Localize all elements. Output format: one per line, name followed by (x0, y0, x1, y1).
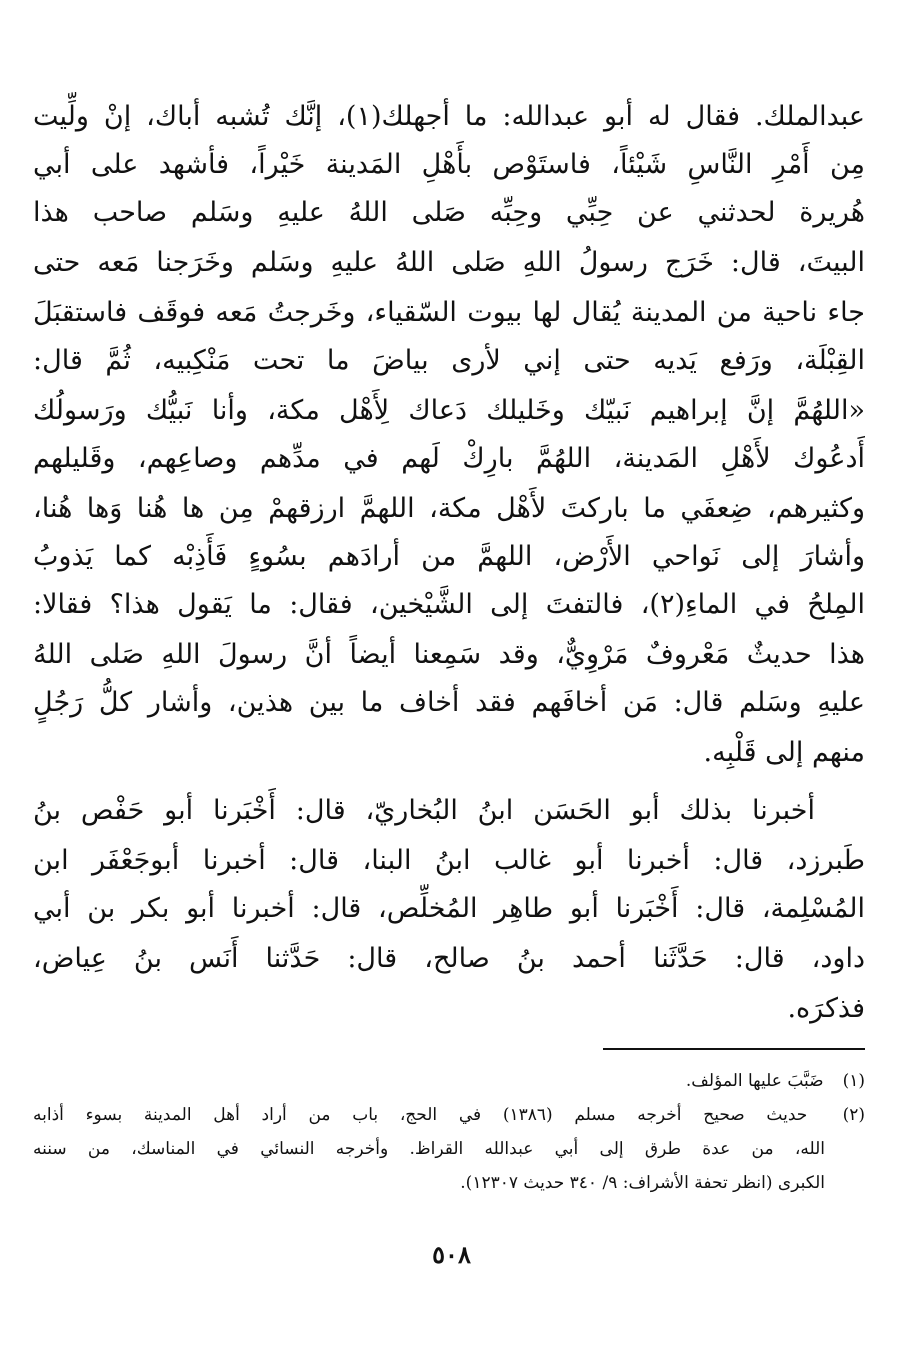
text-line: البيتَ، قال: خَرَج رسولُ اللهِ صَلى اللهُ عليهِ وسَلم وخَرَجنا مَعه حتى (33, 247, 865, 278)
page-number: ٥٠٨ (432, 1240, 471, 1269)
footnote-1 (33, 1066, 865, 1096)
text-line: مِن أَمْرِ النَّاسِ شَيْئاً، فاستَوْص بأَهْلِ المَدينة خَيْراً، فأشهد على أبي (33, 149, 865, 180)
text-line: جاء ناحية من المدينة يُقال لها بيوت السّقياء، وخَرجتُ مَعه فوقَف فاستقبَلَ (33, 297, 865, 328)
text-line: عليهِ وسَلم قال: مَن أخافَهم فقد أخاف ما بين هذين، وأشار كلُّ رَجُلٍ (33, 687, 865, 718)
text-line: وكثيرهم، ضِعفَي ما باركتَ لأَهْل مكة، اللهمَّ ارزقهمْ مِن ها هُنا وَها هُنا، (33, 493, 865, 524)
text-line: منهم إلى قَلْبِه. (703, 737, 865, 768)
footnote-text: الله، من عدة طرق إلى أبي عبدالله القراظ. وأخرجه النسائي في المناسك، من سننه (33, 1139, 825, 1159)
footnote-text: ضَبَّبَ عليها المؤلف. (685, 1071, 824, 1091)
text-line: هُريرة لحدثني عن حِبِّي وحِبِّه صَلى اللهُ عليهِ وسَلم صاحب هذا (33, 197, 865, 228)
footnote-number: (٢) (842, 1105, 865, 1125)
text-line: وأشارَ إلى نَواحي الأَرْض، اللهمَّ من أرادَهم بسُوءٍ فَأَذِبْه كما يَذوبُ (33, 541, 865, 572)
footnote-2 (33, 1100, 865, 1130)
text-line: أخبرنا بذلك أبو الحَسَن ابنُ البُخاريّ، قال: أَخْبَرنا أبو حَفْص بنُ (33, 795, 815, 826)
footnote-text: الكبرى (انظر تحفة الأشراف: ٩/ ٣٤٠ حديث ١٢٣٠٧). (460, 1173, 825, 1193)
text-line: القِبْلَة، ورَفع يَديه حتى إني لأرى بياضَ ما تحت مَنْكِبيه، ثُمَّ قال: (33, 345, 865, 376)
text-line: «اللهُمَّ إنَّ إبراهيم نَبيّك وخَليلك دَعاك لِأَهْل مكة، وأنا نَبيُّك ورَسولُك (33, 395, 865, 426)
footnote-separator (603, 1048, 865, 1050)
footnote-number: (١) (842, 1071, 865, 1091)
text-line: داود، قال: حَدَّثَنا أحمد بنُ صالح، قال: حَدَّثنا أَنَس بنُ عِياض، (33, 943, 865, 974)
text-line: المُسْلِمة، قال: أَخْبَرنا أبو طاهِر المُخلِّص، قال: أخبرنا أبو بكر بن أبي (33, 893, 865, 924)
text-line: فذكرَه. (787, 993, 865, 1024)
text-line: أَدعُوك لأَهْلِ المَدينة، اللهُمَّ بارِكْ لَهم في مدِّهم وصاعِهم، وقَليلهم (33, 443, 865, 474)
text-line: طَبرزد، قال: أخبرنا أبو غالب ابنُ البنا، قال: أخبرنا أبوجَعْفَر ابن (33, 845, 865, 876)
text-line: عبدالملك. فقال له أبو عبدالله: ما أجهلك(١)، إنَّك تُشبه أباك، إنْ ولِّيت (33, 101, 865, 132)
text-line: هذا حديثٌ مَعْروفٌ مَرْوِيٌّ، وقد سَمِعنا أيضاً أنَّ رسولَ اللهِ صَلى اللهُ (33, 639, 865, 670)
footnote-text: حديث صحيح أخرجه مسلم (١٣٨٦) في الحج، باب من أراد أهل المدينة بسوء أذابه (33, 1105, 808, 1125)
text-line: المِلحُ في الماءِ(٢)، فالتفتَ إلى الشَّيْخين، فقال: ما يَقول هذا؟ فقالا: (33, 589, 865, 620)
